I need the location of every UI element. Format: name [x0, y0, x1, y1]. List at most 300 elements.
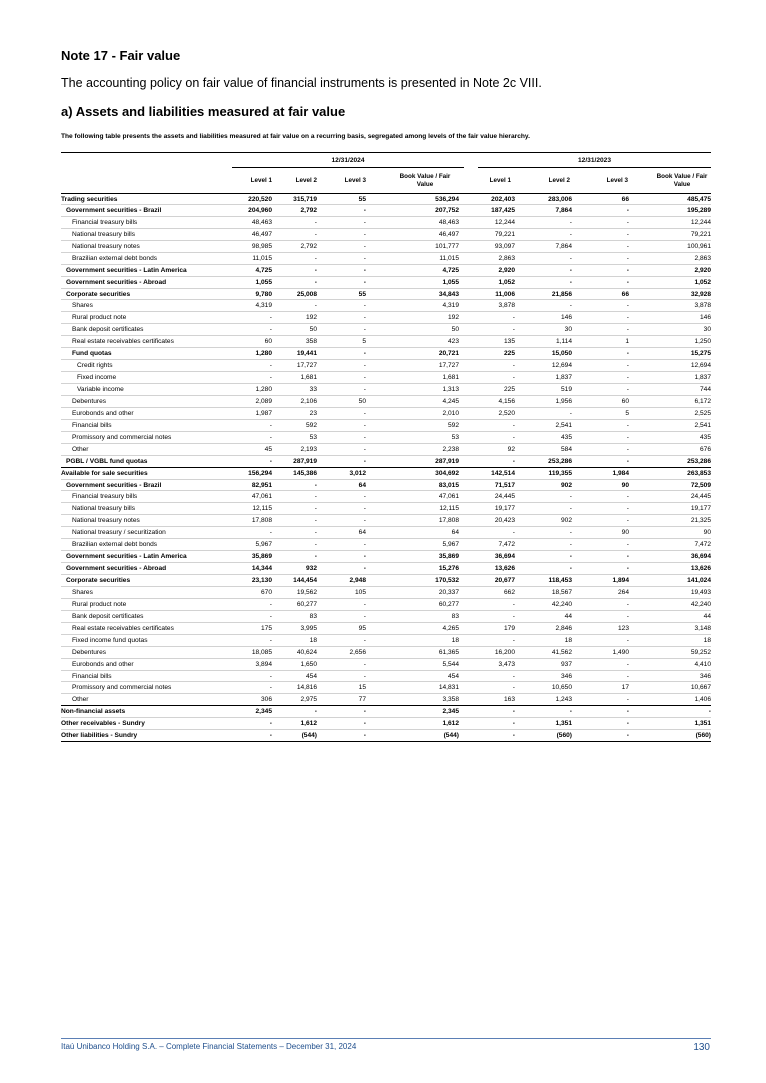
table-row: [61, 193, 711, 205]
row-label: Eurobonds and other: [72, 409, 134, 417]
cell-value: 220,520: [248, 196, 272, 203]
cell-value: 1,837: [555, 374, 572, 382]
cell-value: 72,509: [690, 481, 711, 489]
cell-value: 662: [503, 588, 515, 596]
cell-value: 2,193: [300, 445, 317, 453]
cell-value: 207,752: [435, 206, 459, 214]
cell-value: 2,948: [349, 577, 366, 584]
cell-value: 83: [309, 612, 317, 620]
table-row: [61, 432, 711, 444]
table-row: [61, 336, 711, 348]
cell-value: 485,475: [687, 196, 711, 203]
row-label: Non-financial assets: [61, 708, 126, 716]
cell-value: -: [363, 445, 366, 453]
table-row: [61, 491, 711, 503]
table-row: [61, 348, 711, 360]
cell-value: 12,244: [690, 218, 711, 226]
cell-value: 1,681: [442, 374, 459, 382]
cell-value: 15: [358, 684, 366, 692]
cell-value: -: [569, 505, 572, 513]
cell-value: 5,967: [442, 541, 459, 549]
cell-value: 1,351: [694, 720, 711, 728]
table-row: [61, 659, 711, 671]
table-row: [61, 456, 711, 468]
cell-value: 744: [699, 386, 711, 393]
cell-value: 35,869: [438, 553, 459, 561]
row-label: Bank deposit certificates: [72, 612, 144, 620]
cell-value: -: [512, 708, 515, 716]
cell-value: 306: [260, 696, 272, 704]
cell-value: 454: [305, 672, 317, 680]
cell-value: 11,015: [252, 254, 272, 262]
cell-value: 2,010: [442, 409, 459, 417]
cell-value: -: [314, 278, 317, 286]
cell-value: 2,345: [255, 708, 272, 716]
row-label: Shares: [72, 588, 93, 596]
cell-value: 1,681: [300, 374, 317, 382]
cell-value: 1,612: [300, 720, 317, 728]
cell-value: 23: [309, 409, 317, 417]
cell-value: 315,719: [293, 196, 317, 203]
cell-value: 346: [560, 672, 572, 680]
cell-value: 1,987: [255, 409, 272, 417]
cell-value: 1,612: [442, 720, 459, 728]
cell-value: 346: [699, 672, 711, 680]
cell-value: 7,864: [555, 242, 572, 250]
cell-value: -: [363, 636, 366, 644]
table-row: [61, 527, 711, 539]
cell-value: -: [363, 409, 366, 417]
cell-value: 1,250: [694, 338, 711, 346]
cell-value: 1,837: [694, 374, 711, 382]
cell-value: 90: [621, 529, 629, 537]
table-row: [61, 623, 711, 635]
cell-value: -: [363, 206, 366, 214]
table-row: [61, 384, 711, 396]
cell-value: 287,919: [293, 457, 317, 465]
date-2024-underline: [232, 167, 464, 168]
cell-value: 304,692: [435, 469, 459, 477]
cell-value: -: [363, 266, 366, 274]
cell-value: 175: [260, 624, 272, 632]
cell-value: 202,403: [491, 196, 515, 203]
cell-value: -: [512, 457, 515, 465]
row-label: Real estate receivables certificates: [72, 338, 174, 346]
table-row: [61, 217, 711, 229]
cell-value: -: [314, 541, 317, 549]
cell-value: 204,960: [248, 206, 272, 214]
cell-value: 17,727: [296, 362, 317, 370]
table-row: [61, 277, 711, 289]
cell-value: 20,677: [494, 577, 515, 584]
cell-value: 64: [358, 529, 366, 537]
cell-value: 187,425: [491, 206, 515, 214]
cell-value: 93,097: [494, 242, 515, 250]
cell-value: 163: [503, 696, 515, 704]
cell-value: 48,463: [438, 218, 459, 226]
cell-value: 1,114: [555, 338, 572, 346]
cell-value: -: [626, 660, 629, 668]
cell-value: 21,325: [690, 517, 711, 525]
cell-value: 40,624: [296, 648, 317, 656]
cell-value: 53: [309, 433, 317, 441]
cell-value: 2,656: [349, 648, 366, 656]
row-label: Available for sale securities: [61, 469, 148, 477]
table-row: [61, 515, 711, 527]
row-label: Brazilian external debt bonds: [72, 541, 158, 549]
cell-value: 90: [621, 481, 629, 489]
cell-value: 146: [699, 314, 711, 322]
cell-value: -: [512, 362, 515, 370]
cell-value: 676: [699, 445, 711, 453]
cell-value: 34,843: [438, 290, 459, 298]
cell-value: 358: [305, 338, 317, 346]
cell-value: -: [363, 374, 366, 382]
table-row: [61, 503, 711, 515]
cell-value: 20,423: [494, 517, 515, 525]
cell-value: -: [269, 636, 272, 644]
cell-value: 24,445: [690, 493, 711, 501]
cell-value: -: [626, 421, 629, 429]
cell-value: 13,626: [690, 565, 711, 573]
row-label: Bank deposit certificates: [72, 326, 144, 334]
cell-value: -: [363, 230, 366, 238]
cell-value: -: [269, 732, 272, 740]
cell-value: 2,238: [442, 445, 459, 453]
cell-value: 1,351: [555, 720, 572, 728]
cell-value: 50: [451, 326, 459, 334]
cell-value: -: [626, 350, 629, 358]
cell-value: -: [626, 708, 629, 716]
cell-value: 2,525: [694, 409, 711, 417]
cell-value: 519: [560, 386, 572, 393]
cell-value: -: [269, 433, 272, 441]
cell-value: 3,995: [300, 624, 317, 632]
table-row: [61, 671, 711, 683]
cell-value: 1,243: [555, 696, 572, 704]
row-label: Debentures: [72, 397, 107, 405]
row-label: Other receivables - Sundry: [61, 720, 145, 728]
cell-value: -: [626, 553, 629, 561]
col-2024-level3: Level 3: [344, 177, 366, 184]
cell-value: 2,863: [694, 254, 711, 262]
cell-value: 145,386: [293, 469, 317, 477]
cell-value: 1,055: [442, 278, 459, 286]
cell-value: 60: [621, 397, 629, 405]
row-label: PGBL / VGBL fund quotas: [66, 457, 148, 465]
row-label: Debentures: [72, 648, 107, 656]
cell-value: -: [626, 457, 629, 465]
cell-value: -: [626, 505, 629, 513]
row-label: Shares: [72, 302, 93, 310]
cell-value: -: [626, 433, 629, 441]
cell-value: -: [314, 493, 317, 501]
cell-value: -: [512, 684, 515, 692]
cell-value: 15,275: [690, 350, 711, 358]
cell-value: -: [569, 218, 572, 226]
cell-value: -: [363, 565, 366, 573]
date-2024-header: 12/31/2024: [331, 157, 365, 164]
cell-value: -: [512, 326, 515, 334]
cell-value: -: [363, 600, 366, 608]
row-label: Credit rights: [77, 362, 113, 370]
cell-value: 90: [703, 529, 711, 537]
cell-value: 19,493: [690, 588, 711, 596]
cell-value: 536,294: [435, 196, 459, 203]
cell-value: -: [626, 302, 629, 310]
cell-value: 41,562: [551, 648, 572, 656]
cell-value: -: [314, 553, 317, 561]
cell-value: -: [314, 302, 317, 310]
cell-value: 53: [451, 433, 459, 441]
cell-value: 19,562: [296, 588, 317, 596]
cell-value: 5,967: [255, 541, 272, 549]
cell-value: -: [626, 326, 629, 334]
row-label: Promissory and commercial notes: [72, 684, 172, 692]
cell-value: 12,115: [252, 505, 272, 513]
table-row: [61, 575, 711, 587]
cell-value: -: [512, 612, 515, 620]
row-label: Eurobonds and other: [72, 660, 134, 668]
cell-value: 4,725: [255, 266, 272, 274]
cell-value: 2,541: [555, 421, 572, 429]
cell-value: -: [569, 302, 572, 310]
cell-value: -: [363, 350, 366, 358]
cell-value: 47,061: [251, 493, 272, 501]
cell-value: 1,313: [442, 386, 459, 393]
table-row: [61, 730, 711, 742]
row-label: Fixed income fund quotas: [72, 636, 148, 644]
cell-value: 263,853: [687, 469, 711, 477]
cell-value: 253,286: [548, 457, 572, 465]
cell-value: 156,294: [248, 469, 272, 477]
cell-value: -: [363, 457, 366, 465]
cell-value: 60: [264, 338, 272, 346]
cell-value: -: [626, 612, 629, 620]
cell-value: 135: [503, 338, 515, 346]
cell-value: -: [569, 553, 572, 561]
cell-value: -: [314, 529, 317, 537]
cell-value: 592: [305, 421, 317, 429]
table-row: [61, 420, 711, 432]
cell-value: -: [626, 266, 629, 274]
cell-value: -: [626, 445, 629, 453]
row-label: Government securities - Abroad: [66, 278, 167, 286]
cell-value: -: [269, 612, 272, 620]
cell-value: -: [626, 206, 629, 214]
cell-value: -: [512, 600, 515, 608]
cell-value: -: [363, 218, 366, 226]
cell-value: 18: [309, 636, 317, 644]
cell-value: 44: [564, 612, 572, 620]
cell-value: -: [269, 457, 272, 465]
cell-value: -: [314, 517, 317, 525]
cell-value: 670: [260, 588, 272, 596]
table-row: [61, 599, 711, 611]
table-row: [61, 241, 711, 253]
cell-value: -: [626, 254, 629, 262]
cell-value: -: [512, 720, 515, 728]
cell-value: -: [363, 708, 366, 716]
cell-value: 423: [447, 338, 459, 346]
cell-value: 82,951: [251, 481, 272, 489]
cell-value: 98,985: [251, 242, 272, 250]
cell-value: 264: [617, 588, 629, 596]
table-row: [61, 324, 711, 336]
table-row: [61, 587, 711, 599]
row-label: Promissory and commercial notes: [72, 433, 172, 441]
cell-value: (560): [695, 732, 711, 740]
cell-value: 47,061: [438, 493, 459, 501]
cell-value: 71,517: [494, 481, 515, 489]
cell-value: 3,894: [255, 660, 272, 668]
cell-value: 45: [264, 445, 272, 453]
cell-value: -: [512, 421, 515, 429]
row-label: Government securities - Brazil: [66, 206, 162, 214]
cell-value: 64: [451, 529, 459, 537]
cell-value: 15,050: [551, 350, 572, 358]
cell-value: 50: [358, 397, 366, 405]
cell-value: 1,055: [255, 278, 272, 286]
cell-value: 2,792: [300, 206, 317, 214]
cell-value: -: [314, 218, 317, 226]
cell-value: 1,490: [612, 648, 629, 656]
cell-value: -: [363, 386, 366, 393]
cell-value: 4,245: [442, 397, 459, 405]
cell-value: -: [512, 314, 515, 322]
cell-value: 36,694: [494, 553, 515, 561]
cell-value: 902: [560, 481, 572, 489]
cell-value: 7,472: [694, 541, 711, 549]
cell-value: 283,006: [548, 196, 572, 203]
table-row: [61, 468, 711, 480]
table-top-rule: [61, 152, 711, 153]
cell-value: 584: [560, 445, 572, 453]
cell-value: 3,878: [498, 302, 515, 310]
table-row: [61, 480, 711, 492]
cell-value: 10,650: [551, 684, 572, 692]
cell-value: 3,148: [694, 624, 711, 632]
cell-value: 4,410: [694, 660, 711, 668]
cell-value: -: [269, 684, 272, 692]
table-row: [61, 706, 711, 718]
cell-value: 1,280: [255, 350, 272, 358]
col-2023-level1: Level 1: [489, 177, 511, 184]
row-label: Rural product note: [72, 600, 127, 608]
cell-value: 50: [309, 326, 317, 334]
cell-value: 32,928: [690, 290, 711, 298]
row-label: Fund quotas: [72, 350, 112, 358]
cell-value: -: [363, 242, 366, 250]
cell-value: -: [626, 565, 629, 573]
table-row: [61, 360, 711, 372]
cell-value: 9,780: [255, 290, 272, 298]
date-2023-underline: [478, 167, 711, 168]
cell-value: 100,961: [687, 242, 711, 250]
cell-value: 2,920: [498, 266, 515, 274]
cell-value: -: [512, 374, 515, 382]
table-row: [61, 539, 711, 551]
cell-value: 60,277: [296, 600, 317, 608]
table-row: [61, 647, 711, 659]
cell-value: 4,319: [442, 302, 459, 310]
cell-value: 1,894: [612, 577, 629, 584]
cell-value: 13,626: [494, 565, 515, 573]
table-intro: The following table presents the assets and liabilities measured at fair value on a recurring basis, segregated among levels of the fair value hierarchy.: [61, 133, 530, 140]
cell-value: 4,265: [442, 624, 459, 632]
table-row: [61, 312, 711, 324]
cell-value: 42,240: [551, 600, 572, 608]
row-label: Variable income: [77, 386, 124, 393]
col-2024-level2: Level 2: [295, 177, 317, 184]
cell-value: 66: [621, 196, 629, 203]
cell-value: 20,721: [438, 350, 459, 358]
cell-value: -: [512, 672, 515, 680]
footer-rule: [61, 1038, 711, 1039]
table-row: [61, 265, 711, 277]
row-label: Financial treasury bills: [72, 218, 138, 226]
cell-value: -: [626, 600, 629, 608]
table-row: [61, 444, 711, 456]
cell-value: 2,920: [694, 266, 711, 274]
cell-value: 21,856: [551, 290, 572, 298]
cell-value: 46,497: [251, 230, 272, 238]
cell-value: -: [314, 505, 317, 513]
cell-value: 2,846: [555, 624, 572, 632]
cell-value: -: [269, 720, 272, 728]
cell-value: -: [363, 362, 366, 370]
cell-value: 3,358: [442, 696, 459, 704]
cell-value: 2,520: [498, 409, 515, 417]
cell-value: 14,344: [251, 565, 272, 573]
table-row: [61, 300, 711, 312]
cell-value: 42,240: [690, 600, 711, 608]
cell-value: 12,694: [551, 362, 572, 370]
table-row: [61, 635, 711, 647]
row-label: National treasury notes: [72, 517, 140, 525]
cell-value: 60,277: [438, 600, 459, 608]
cell-value: (544): [443, 732, 459, 740]
cell-value: -: [269, 529, 272, 537]
cell-value: -: [314, 254, 317, 262]
cell-value: 225: [503, 350, 515, 358]
table-row: [61, 611, 711, 623]
policy-text: The accounting policy on fair value of financial instruments is presented in Note 2c VIII.: [61, 76, 542, 90]
cell-value: 18: [564, 636, 572, 644]
cell-value: 4,156: [498, 397, 515, 405]
row-label: National treasury notes: [72, 242, 140, 250]
cell-value: -: [363, 302, 366, 310]
cell-value: 119,355: [548, 469, 572, 477]
cell-value: -: [363, 541, 366, 549]
cell-value: -: [314, 481, 317, 489]
cell-value: 3,012: [349, 469, 366, 477]
cell-value: (544): [301, 732, 317, 740]
cell-value: 4,725: [442, 266, 459, 274]
cell-value: -: [363, 553, 366, 561]
cell-value: -: [708, 708, 711, 716]
cell-value: -: [363, 517, 366, 525]
cell-value: 18: [451, 636, 459, 644]
cell-value: 1,052: [498, 278, 515, 286]
cell-value: 30: [703, 326, 711, 334]
cell-value: 179: [503, 624, 515, 632]
fair-value-table: [61, 193, 711, 742]
cell-value: -: [569, 708, 572, 716]
cell-value: -: [363, 421, 366, 429]
row-label: Trading securities: [61, 196, 118, 203]
col-2024-level1: Level 1: [250, 177, 272, 184]
